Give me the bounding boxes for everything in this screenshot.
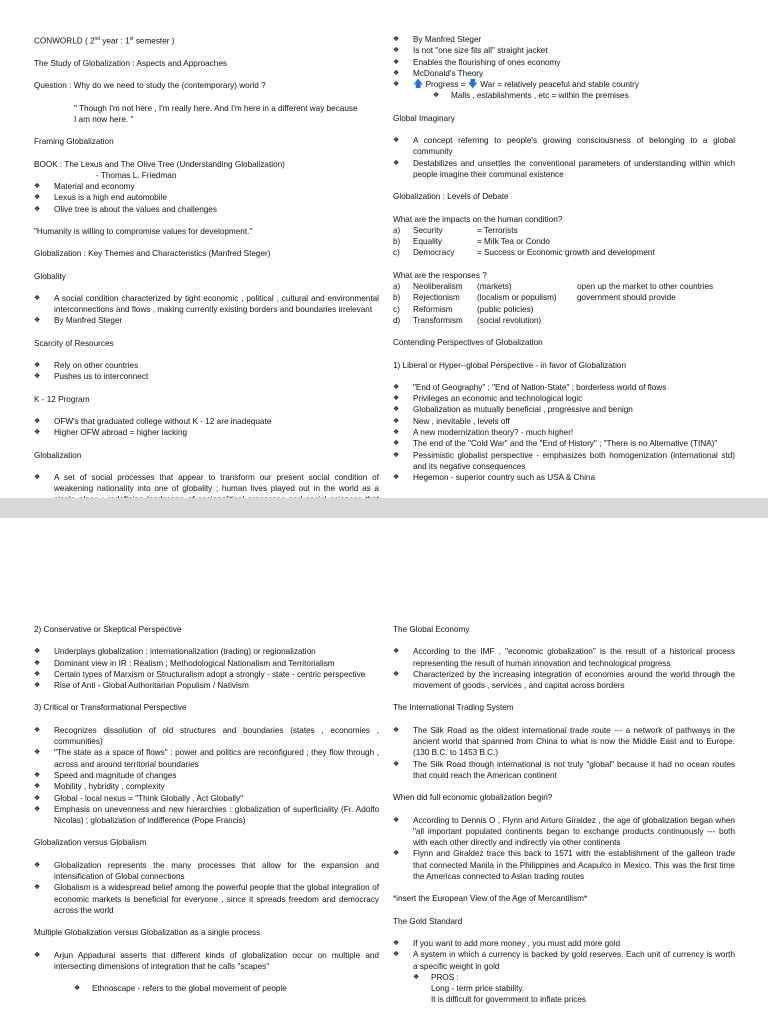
gold-title: The Gold Standard: [393, 916, 463, 926]
liberal-title: 1) Liberal or Hyper--global Perspective - in favor of Globalization: [393, 360, 626, 370]
globality-bullets: [34, 293, 379, 327]
list-item: ❖ "End of Geography" ; "End of Nation-State" ; borderless world of flows: [393, 382, 735, 393]
when-title: When did full economic globalization begin?: [393, 793, 553, 803]
steger-bullets: [393, 34, 735, 90]
multiple-bullets: [34, 950, 379, 973]
list-item: ❖ A system in which a currency is backed by gold reserves. Each unit of currency is worth a specific weight in gold: [393, 949, 735, 972]
list-item: ❖ According to the IMF , "economic globalization" is the result of a historical process representing the result of human innovation and technological progress: [393, 646, 735, 669]
list-item: ❖ By Manfred Steger: [393, 34, 735, 45]
trading-title: The International Trading System: [393, 703, 514, 713]
book-author: - Thomas L. Friedman: [96, 170, 177, 180]
list-item: ❖ A set of social processes that appear to transform our present social condition of weakening nationality into one of globality ; human lives played out in the world as a: [34, 472, 379, 517]
arrow-down-icon: 🡇: [467, 79, 478, 91]
globality-title: Globality: [34, 271, 66, 281]
list-item: ❖ A social condition characterized by tight economic , political , cultural and environmental interconnections and flows , making currently existing borders and boundaries irrelevant: [34, 293, 379, 316]
list-item: ❖ Pessimistic globalist perspective - emphasizes both homogenization (international std) and its negative consequences: [393, 450, 735, 473]
list-item: d) Transformism (social revolution): [393, 315, 542, 325]
list-item: b) Equality = Milk Tea or Condo: [393, 237, 550, 247]
list-item: ❖ The Silk Road as the oldest international trade route --- a network of pathways in the ancient world that spanned from China to what is now the Middle East and to Europe. (130 B.C. to 1453 B.C.): [393, 725, 735, 759]
list-item: ❖ Certain types of Marxism or Structuralism adopt a strongly - state - centric perspective: [34, 669, 379, 680]
skeptical-title: 2) Conservative or Skeptical Perspective: [34, 625, 182, 634]
list-item: ❖ Speed and magnitude of changes: [34, 770, 379, 781]
list-item: c) Reformism (public policies): [393, 304, 534, 314]
list-item: ❖ Characterized by the increasing integration of economies around the world through the movement of goods , services , and capital across borders: [393, 669, 735, 692]
list-item: ❖ New , inevitable , levels off: [393, 416, 735, 427]
list-item: ❖ "The state as a space of flows" : power and politics are reconfigured ; they flow through , across and around territorial boundaries: [34, 747, 379, 770]
list-item: ❖ Emphasis on unevenness and new hierarchies : globalization of superficiality (Fr. Adolfo Nicolas) ; globalization of indifference (Pope Francis): [34, 804, 379, 827]
list-item: ❖ Rely on other countries: [34, 360, 379, 371]
levels-title: Globalization : Levels of Debate: [393, 192, 509, 202]
list-item: ❖ Malls , establishments , etc = within the premises: [393, 90, 735, 101]
list-item: ❖ If you want to add more money , you must add more gold: [393, 938, 735, 949]
pros-line: Long - term price stability.: [431, 984, 525, 994]
list-item: ❖ The end of the "Cold War" and the "End of History" ; "There is no Alternative (TINA)": [393, 438, 735, 449]
arrow-up-icon: 🡅: [413, 79, 424, 91]
scarcity-bullets: [34, 360, 379, 383]
progress-rest: War = relatively peaceful and stable country: [480, 80, 639, 90]
document-page-2: [0, 518, 768, 1016]
framing-title: Framing Globalization: [34, 137, 114, 147]
page1-right-column: [393, 34, 735, 495]
list-item: ❖ Globalization represents the many processes that allow for the expansion and intensification of Global connections: [34, 860, 379, 883]
responses-question: What are the responses ?: [393, 270, 487, 280]
list-item: a) Neoliberalism (markets) open up the market to other countries: [393, 282, 714, 292]
critical-bullets: [34, 725, 379, 827]
humanity-quote: "Humanity is willing to compromise values for development.": [34, 227, 253, 236]
economy-bullets: [393, 646, 735, 691]
page2-left-column: [34, 624, 379, 1005]
pros-line: It is difficult for government to inflate prices: [431, 995, 587, 1005]
list-item: ❖ Global - local nexus = "Think Globally , Act Globally": [34, 793, 379, 804]
list-item: ❖ Higher OFW abroad = higher lacking: [34, 427, 379, 438]
scapes-bullets: [34, 983, 379, 994]
list-item: ❖ Enables the flourishing of ones economy: [393, 57, 735, 68]
scarcity-title: Scarcity of Resources: [34, 338, 114, 348]
list-item: ❖ Globalization as mutually beneficial , progressive and benign: [393, 404, 735, 415]
critical-title: 3) Critical or Transformational Perspective: [34, 703, 187, 713]
list-item: ❖ PROS :: [393, 972, 735, 983]
pros-bullets: [393, 972, 735, 983]
trading-bullets: [393, 725, 735, 781]
list-item: ❖ Is not "one size fits all" straight jacket: [393, 45, 735, 56]
quote-text: " Though I'm not here , I'm really here. And I'm here in a different way because I am now here. ": [74, 103, 358, 124]
vs-title: Globalization versus Globalism: [34, 838, 147, 848]
skeptical-bullets: [34, 646, 379, 691]
page-separator: [0, 498, 768, 518]
book-line: BOOK : The Lexus and The Olive Tree (Understanding Globalization): [34, 159, 285, 169]
list-item: ❖ Olive tree is about the values and challenges: [34, 204, 379, 215]
k12-title: K - 12 Program: [34, 394, 90, 404]
study-title: The Study of Globalization : Aspects and Approaches: [34, 59, 227, 69]
k12-bullets: [34, 416, 379, 439]
economy-title: The Global Economy: [393, 625, 470, 634]
list-item: ❖ Pushes us to interconnect: [34, 371, 379, 382]
list-item: ❖ OFW's that graduated college without K - 12 are inadequate: [34, 416, 379, 427]
list-item: ❖ According to Dennis O , Flynn and Arturo Giraldez , the age of globalization began when "all important populated continents began to exchange products continuously --- both with each other directly and indirectly via other continents: [393, 815, 735, 849]
pros-lines: [393, 983, 735, 1006]
insert-note: *insert the European View of the Age of Mercantilism*: [393, 894, 588, 904]
liberal-bullets: [393, 382, 735, 484]
list-item: ❖ Underplays globalization : internationalization (trading) or regionalization: [34, 646, 379, 657]
list-item: ❖ By Manfred Steger: [34, 315, 379, 326]
when-bullets: [393, 815, 735, 883]
list-item: ❖ Dominant view in IR : Realism ; Methodological Nationalism and Territorialism: [34, 658, 379, 669]
gold-bullets: [393, 938, 735, 972]
list-item: ❖ Lexus is a high end automobile: [34, 192, 379, 203]
list-item: ❖ The Silk Road though international is not truly "global" because it had no ocean routes that could reach the American continent: [393, 759, 735, 782]
list-item: ❖ A concept referring to people's growing consciousness of belonging to a global community: [393, 135, 735, 158]
list-item: ❖ Destabilizes and unsettles the conventional parameters of understanding within which people imagine their communal existence: [393, 158, 735, 181]
list-item: ❖ Arjun Appadurai asserts that different kinds of globalization occur on multiple and intersecting dimensions of integration that he calls "scapes": [34, 950, 379, 973]
multiple-title: Multiple Globalization versus Globalization as a single process: [34, 928, 261, 938]
page1-left-column: [34, 34, 379, 528]
list-item: ❖ Flynn and Giraldez trace this back to 1571 with the establishment of the galleon trade that connected Manila in the Philippines and Acapulco in Mexico. This was the first time the Americas connected to Asian trading routes: [393, 848, 735, 882]
list-item: c) Democracy = Success or Economic growth and development: [393, 248, 655, 258]
list-item: a) Security = Terrorists: [393, 225, 518, 235]
malls-bullets: [393, 90, 735, 101]
imaginary-bullets: [393, 135, 735, 180]
progress-item: [393, 79, 735, 90]
list-item: ❖ Hegemon - superior country such as USA & China: [393, 472, 735, 483]
book-bullets: [34, 181, 379, 215]
list-item: ❖ Mobility , hybridity , complexity: [34, 781, 379, 792]
impacts-question: What are the impacts on the human condition?: [393, 214, 563, 224]
progress-label: Progress =: [425, 80, 466, 90]
list-item: ❖ Globalism is a widespread belief among the powerful people that the global integration of economic markets is beneficial for everyone , since it spreads freedom and democracy across the world: [34, 882, 379, 916]
list-item: b) Rejectionism (localism or populism) government should provide: [393, 293, 676, 303]
page2-right-column: [393, 624, 735, 1006]
list-item: ❖ Ethnoscape - refers to the global movement of people: [34, 983, 379, 994]
list-item: ❖ A new modernization theory? - much higher!: [393, 427, 735, 438]
key-themes-title: Globalization : Key Themes and Characteristics (Manfred Steger): [34, 249, 271, 259]
globalization-title: Globalization: [34, 450, 82, 460]
impacts-list: [393, 225, 735, 259]
list-item: ❖ Recognizes dissolution of old structures and boundaries (states , economies , communities): [34, 725, 379, 748]
responses-list: [393, 281, 735, 326]
course-heading: CONWORLD ( 2nd year : 1st semester ): [34, 36, 175, 46]
imaginary-title: Global Imaginary: [393, 113, 455, 123]
list-item: ❖ McDonald's Theory: [393, 68, 735, 79]
question-text: Question : Why do we need to study the (contemporary) world ?: [34, 81, 266, 91]
contending-title: Contending Perspectives of Globalization: [393, 338, 543, 348]
vs-bullets: [34, 860, 379, 916]
document-page-1: [0, 0, 768, 498]
list-item: ❖ Privileges an economic and technological logic: [393, 393, 735, 404]
list-item: ❖ Rise of Anti - Global Authoritarian Populism / Nativism: [34, 680, 379, 691]
list-item: ❖ Material and economy: [34, 181, 379, 192]
